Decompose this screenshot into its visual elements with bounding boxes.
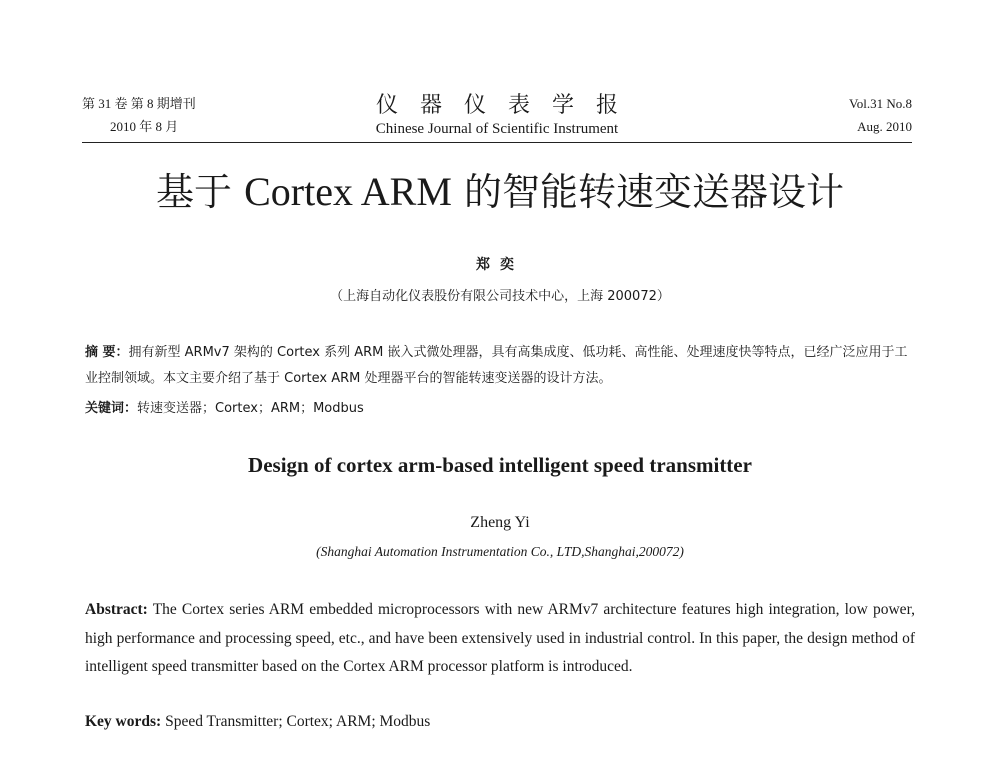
publication-date-cn: 2010 年 8 月 xyxy=(110,119,179,134)
affiliation-cn: （上海自动化仪表股份有限公司技术中心，上海 200072） xyxy=(330,289,670,304)
keywords-cn-label: 关键词： xyxy=(85,401,138,416)
abstract-cn-text: 拥有新型 ARMv7 架构的 Cortex 系列 ARM 嵌入式微处理器，具有高集成度、低功耗、高性能、处理速度快等特点，已经广泛应用于工业控制领域。本文主要介绍了基于 Cortex ARM 处理器平台的智能转速变送器的设计方法。 xyxy=(85,345,908,386)
keywords-en-text: Speed Transmitter; Cortex; ARM; Modbus xyxy=(165,713,431,730)
author-name-en: Zheng Yi xyxy=(470,514,530,531)
volume-info-en xyxy=(849,92,912,138)
keywords-en-label: Key words: xyxy=(85,713,162,730)
header-rule xyxy=(82,142,912,143)
title-cn-post: 的智能转速变送器设计 xyxy=(451,170,844,214)
title-cn-pre: 基于 xyxy=(156,170,245,214)
abstract-en-text: The Cortex series ARM embedded microprocessors with new ARMv7 architecture features high integration, low power, high performance and processing speed, etc., and have been extensively used in industrial control. In this paper, the design method of intelligent speed transmitter based on the Cortex ARM processor platform is introduced. xyxy=(85,601,915,675)
author-name-cn: 郑奕 xyxy=(476,257,524,273)
journal-header xyxy=(82,92,912,144)
paper-title-en: Design of cortex arm-based intelligent speed transmitter xyxy=(248,453,752,477)
affiliation-en: (Shanghai Automation Instrumentation Co., LTD,Shanghai,200072) xyxy=(316,544,684,559)
keywords-cn xyxy=(85,398,915,420)
keywords-cn-text: 转速变送器；Cortex；ARM；Modbus xyxy=(137,401,364,416)
publication-date-en: Aug. 2010 xyxy=(857,119,912,134)
journal-name-cn: 仪器仪表学报 xyxy=(375,92,640,117)
abstract-cn-label: 摘 要： xyxy=(85,345,129,360)
abstract-en-label: Abstract: xyxy=(85,601,148,618)
keywords-en xyxy=(85,710,915,734)
journal-name-en: Chinese Journal of Scientific Instrument xyxy=(375,121,619,137)
title-cn-latin: Cortex ARM xyxy=(244,169,452,214)
volume-issue: 第 31 卷 第 8 期增刊 xyxy=(82,96,196,111)
abstract-en xyxy=(85,596,915,682)
abstract-cn xyxy=(85,340,915,392)
paper-title-cn xyxy=(0,168,1000,216)
volume-number-en: Vol.31 No.8 xyxy=(849,96,912,111)
journal-name xyxy=(82,92,912,140)
